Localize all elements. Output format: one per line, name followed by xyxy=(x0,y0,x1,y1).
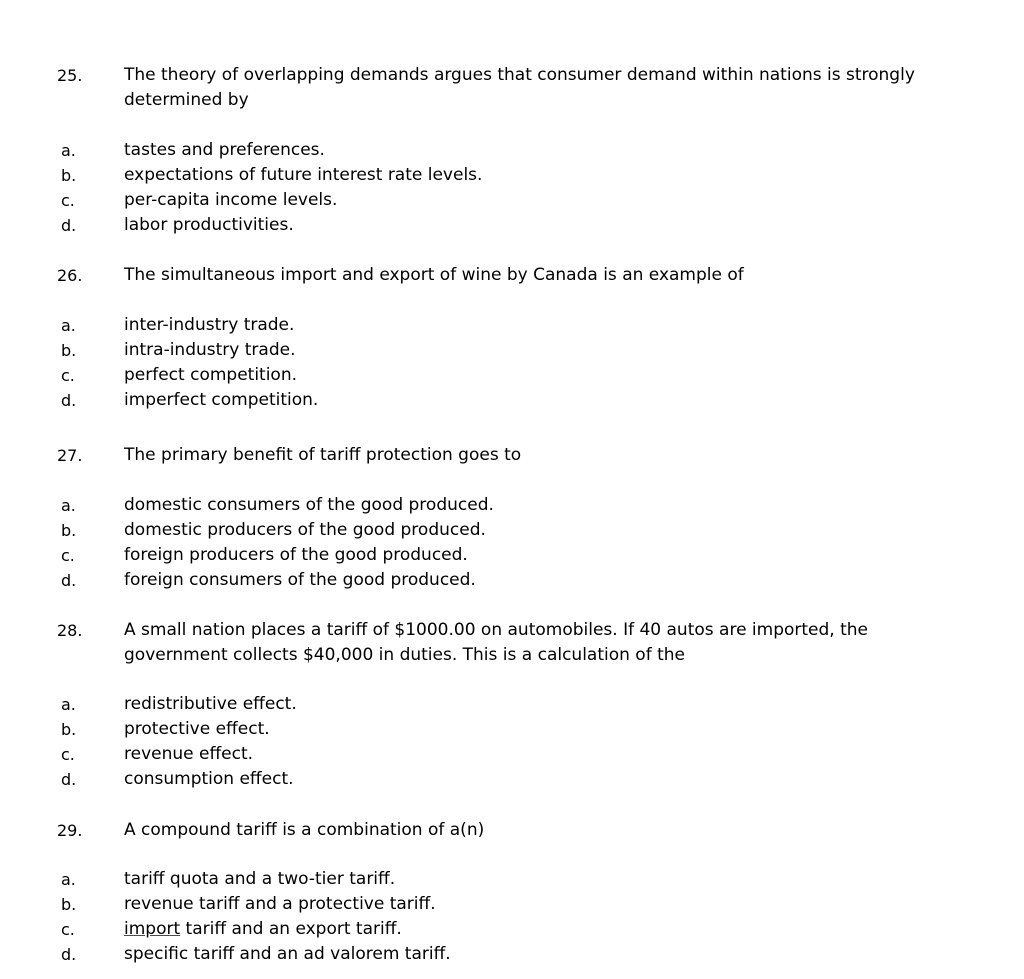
option-letter: b. xyxy=(61,521,77,540)
option-text: tariff quota and a two-tier tariff. xyxy=(124,869,396,889)
question-stem-row xyxy=(0,263,1024,288)
option-text: foreign producers of the good produced. xyxy=(124,545,468,565)
option-text: tastes and preferences. xyxy=(124,140,325,160)
option-text: intra-industry trade. xyxy=(124,340,296,360)
option-text: domestic producers of the good produced. xyxy=(124,520,486,540)
option-letter: b. xyxy=(61,895,77,914)
question-stem-line: determined by xyxy=(124,90,249,110)
answer-option-a xyxy=(0,867,1024,892)
answer-option-c xyxy=(0,742,1024,767)
option-letter: a. xyxy=(61,316,76,335)
question-stem-line: The primary benefit of tariff protection goes to xyxy=(124,445,522,465)
answer-option-b xyxy=(0,163,1024,188)
answer-option-d xyxy=(0,388,1024,413)
question-stem-line: A small nation places a tariff of $1000.00 on automobiles. If 40 autos are imported, the xyxy=(124,620,869,640)
question-27 xyxy=(0,443,1024,593)
question-stem-row xyxy=(0,443,1024,468)
question-26 xyxy=(0,263,1024,413)
option-letter: c. xyxy=(61,546,75,565)
option-letter: b. xyxy=(61,166,77,185)
option-letter: b. xyxy=(61,341,77,360)
question-number: 27. xyxy=(57,446,83,465)
answer-option-c xyxy=(0,917,1024,942)
question-stem-row xyxy=(0,63,1024,88)
option-letter: c. xyxy=(61,920,75,939)
option-letter: d. xyxy=(61,770,77,789)
option-letter: d. xyxy=(61,945,77,964)
option-letter: d. xyxy=(61,571,77,590)
question-stem-row xyxy=(0,88,1024,113)
option-text-rest: tariff and an export tariff. xyxy=(180,919,402,939)
answer-option-b xyxy=(0,892,1024,917)
answer-option-c xyxy=(0,363,1024,388)
option-text xyxy=(124,917,914,942)
answer-option-a xyxy=(0,692,1024,717)
option-text: revenue tariff and a protective tariff. xyxy=(124,894,436,914)
question-stem-line: The simultaneous import and export of wine by Canada is an example of xyxy=(124,265,744,285)
option-text: specific tariff and an ad valorem tariff. xyxy=(124,944,451,964)
question-stem-line: The theory of overlapping demands argues that consumer demand within nations is strongly xyxy=(124,65,915,85)
option-text: foreign consumers of the good produced. xyxy=(124,570,476,590)
option-text: domestic consumers of the good produced. xyxy=(124,495,494,515)
answer-option-a xyxy=(0,313,1024,338)
option-text: perfect competition. xyxy=(124,365,298,385)
answer-option-c xyxy=(0,188,1024,213)
question-28 xyxy=(0,618,1024,792)
question-number: 26. xyxy=(57,266,83,285)
answer-option-b xyxy=(0,338,1024,363)
option-text: consumption effect. xyxy=(124,769,294,789)
question-stem-row xyxy=(0,643,1024,668)
question-number: 28. xyxy=(57,621,83,640)
answer-option-d xyxy=(0,767,1024,792)
question-stem-row xyxy=(0,618,1024,643)
option-text: labor productivities. xyxy=(124,215,294,235)
answer-option-a xyxy=(0,138,1024,163)
option-letter: a. xyxy=(61,141,76,160)
option-text: imperfect competition. xyxy=(124,390,319,410)
answer-option-d xyxy=(0,568,1024,593)
question-stem-line: A compound tariff is a combination of a(n) xyxy=(124,820,485,840)
question-stem-row xyxy=(0,818,1024,843)
option-letter: d. xyxy=(61,391,77,410)
answer-option-b xyxy=(0,717,1024,742)
option-letter: d. xyxy=(61,216,77,235)
answer-option-c xyxy=(0,543,1024,568)
option-letter: a. xyxy=(61,496,76,515)
option-text: expectations of future interest rate levels. xyxy=(124,165,483,185)
option-text: inter-industry trade. xyxy=(124,315,295,335)
option-text: per-capita income levels. xyxy=(124,190,338,210)
option-letter: a. xyxy=(61,695,76,714)
question-25 xyxy=(0,63,1024,238)
option-letter: c. xyxy=(61,191,75,210)
option-text: protective effect. xyxy=(124,719,270,739)
option-text: redistributive effect. xyxy=(124,694,297,714)
underlined-word: import xyxy=(124,919,181,939)
question-stem-line: government collects $40,000 in duties. This is a calculation of the xyxy=(124,645,685,665)
option-letter: c. xyxy=(61,366,75,385)
option-letter: c. xyxy=(61,745,75,764)
option-text: revenue effect. xyxy=(124,744,254,764)
option-letter: b. xyxy=(61,720,77,739)
answer-option-d xyxy=(0,213,1024,238)
answer-option-a xyxy=(0,493,1024,518)
question-number: 25. xyxy=(57,66,83,85)
question-number: 29. xyxy=(57,821,83,840)
question-29 xyxy=(0,818,1024,967)
answer-option-d xyxy=(0,942,1024,967)
option-letter: a. xyxy=(61,870,76,889)
answer-option-b xyxy=(0,518,1024,543)
